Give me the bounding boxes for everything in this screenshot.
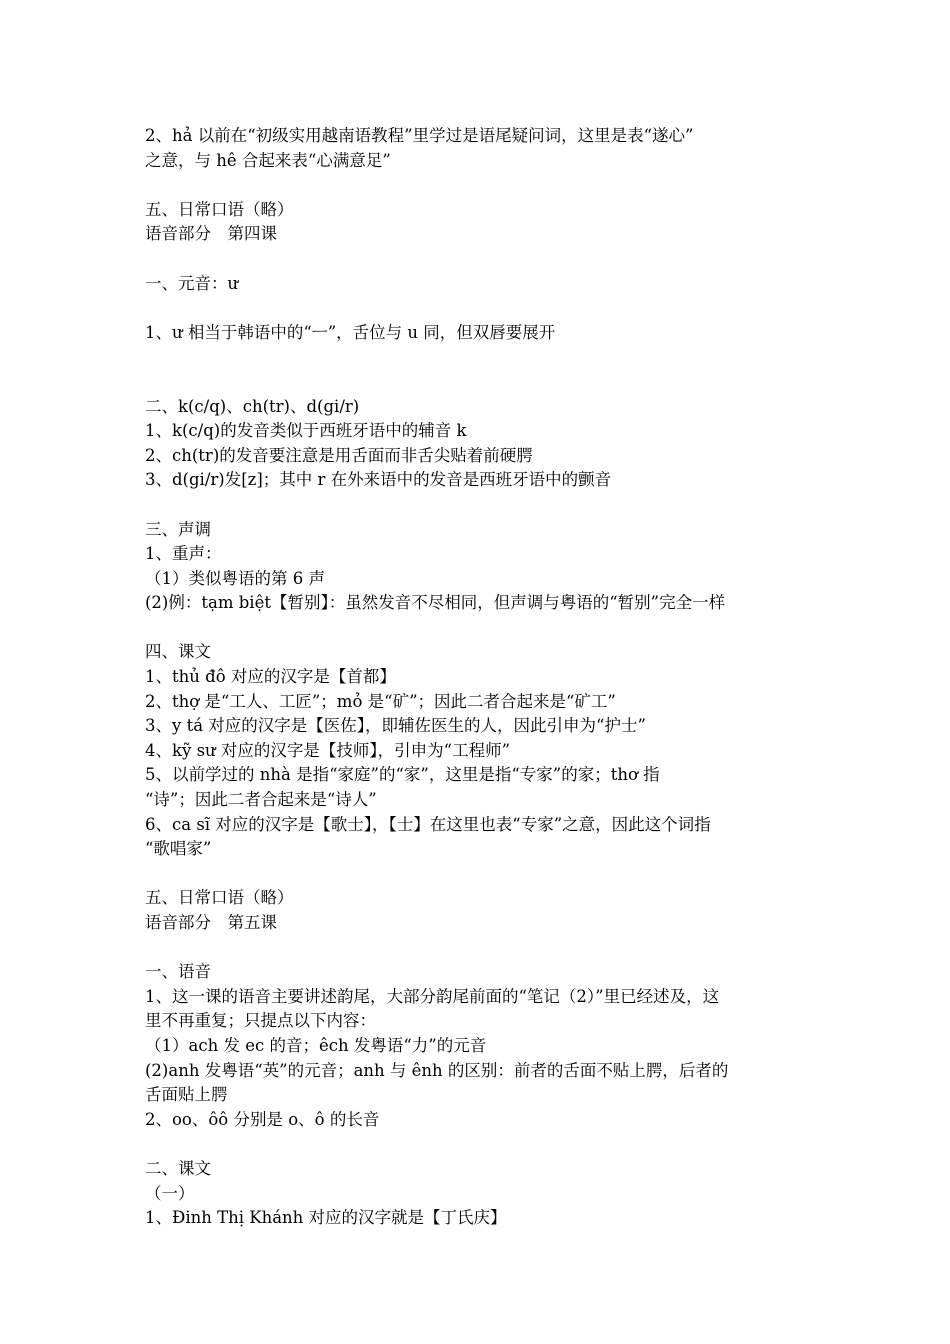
blank-line	[145, 862, 812, 887]
text-line: 里不再重复；只提点以下内容：	[145, 1011, 376, 1031]
blank-line	[145, 616, 812, 641]
text-line: 语音部分 第五课	[145, 913, 277, 932]
text-line: 2、hả 以前在“初级实用越南语教程”里学过是语尾疑问词，这里是表“遂心”	[145, 126, 694, 145]
text-line: 4、kỹ sư 对应的汉字是【技师】，引申为“工程师”	[145, 740, 511, 760]
text-line: “诗”；因此二者合起来是“诗人”	[145, 790, 377, 810]
text-line: 5、以前学过的 nhà 是指“家庭”的“家”，这里是指“专家”的家；thơ 指	[145, 765, 660, 785]
text-line: 1、thủ đô 对应的汉字是【首都】	[145, 667, 396, 687]
text-line: 6、ca sĩ 对应的汉字是【歌士】，【士】在这里也表“专家”之意，因此这个词指	[145, 814, 711, 834]
text-line: 二、课文	[145, 1158, 211, 1178]
text-line: 三、声调	[145, 519, 211, 539]
text-line: 舌面贴上腭	[145, 1085, 228, 1105]
blank-line	[145, 370, 812, 395]
blank-line	[145, 936, 812, 961]
text-line: (2)anh 发粤语“英”的元音；anh 与 ênh 的区别：前者的舌面不贴上腭，后者的	[145, 1060, 729, 1080]
text-line: （1）类似粤语的第 6 声	[145, 568, 325, 588]
text-body	[145, 124, 812, 1231]
text-line: 2、oo、ôô 分别是 o、ô 的长音	[145, 1109, 380, 1129]
text-line: 语音部分 第四课	[145, 224, 277, 244]
text-line: (2)例：tạm biệt【暂别】：虽然发音不尽相同，但声调与粤语的“暂别”完全一样	[145, 593, 726, 613]
text-line: 五、日常口语（略）	[145, 888, 294, 908]
text-line: 一、元音：ư	[145, 273, 239, 293]
text-line: 1、重声：	[145, 544, 222, 564]
blank-line	[145, 345, 812, 370]
text-line: 二、k(c/q)、ch(tr)、d(gi/r)	[145, 396, 360, 416]
text-line: 五、日常口语（略）	[145, 199, 294, 219]
text-line: （1）ach 发 ec 的音；êch 发粤语“力”的元音	[145, 1035, 487, 1055]
text-line: 2、thợ 是“工人、工匠”；mỏ 是“矿”；因此二者合起来是“矿工”	[145, 691, 616, 711]
text-line: （一）	[145, 1183, 195, 1203]
blank-line	[145, 1132, 812, 1157]
text-line: “歌唱家”	[145, 839, 212, 859]
text-line: 1、k(c/q)的发音类似于西班牙语中的辅音 k	[145, 421, 467, 441]
text-line: 之意，与 hê 合起来表“心满意足”	[145, 150, 391, 170]
blank-line	[145, 493, 812, 518]
blank-line	[145, 296, 812, 321]
text-line: 1、这一课的语音主要讲述韵尾，大部分韵尾前面的“笔记（2）”里已经述及，这	[145, 986, 720, 1006]
text-line: 3、y tá 对应的汉字是【医佐】，即辅佐医生的人，因此引申为“护士”	[145, 716, 646, 736]
blank-line	[145, 247, 812, 272]
blank-line	[145, 173, 812, 198]
text-line: 3、d(gi/r)发[z]；其中 r 在外来语中的发音是西班牙语中的颤音	[145, 470, 612, 490]
text-line: 1、Đinh Thị Khánh 对应的汉字就是【丁氏庆】	[145, 1208, 507, 1228]
text-line: 一、语音	[145, 962, 211, 982]
text-line: 四、课文	[145, 642, 211, 662]
text-line: 2、ch(tr)的发音要注意是用舌面而非舌尖贴着前硬腭	[145, 445, 533, 465]
text-line: 1、ư 相当于韩语中的“ㅡ”，舌位与 u 同，但双唇要展开	[145, 322, 556, 342]
